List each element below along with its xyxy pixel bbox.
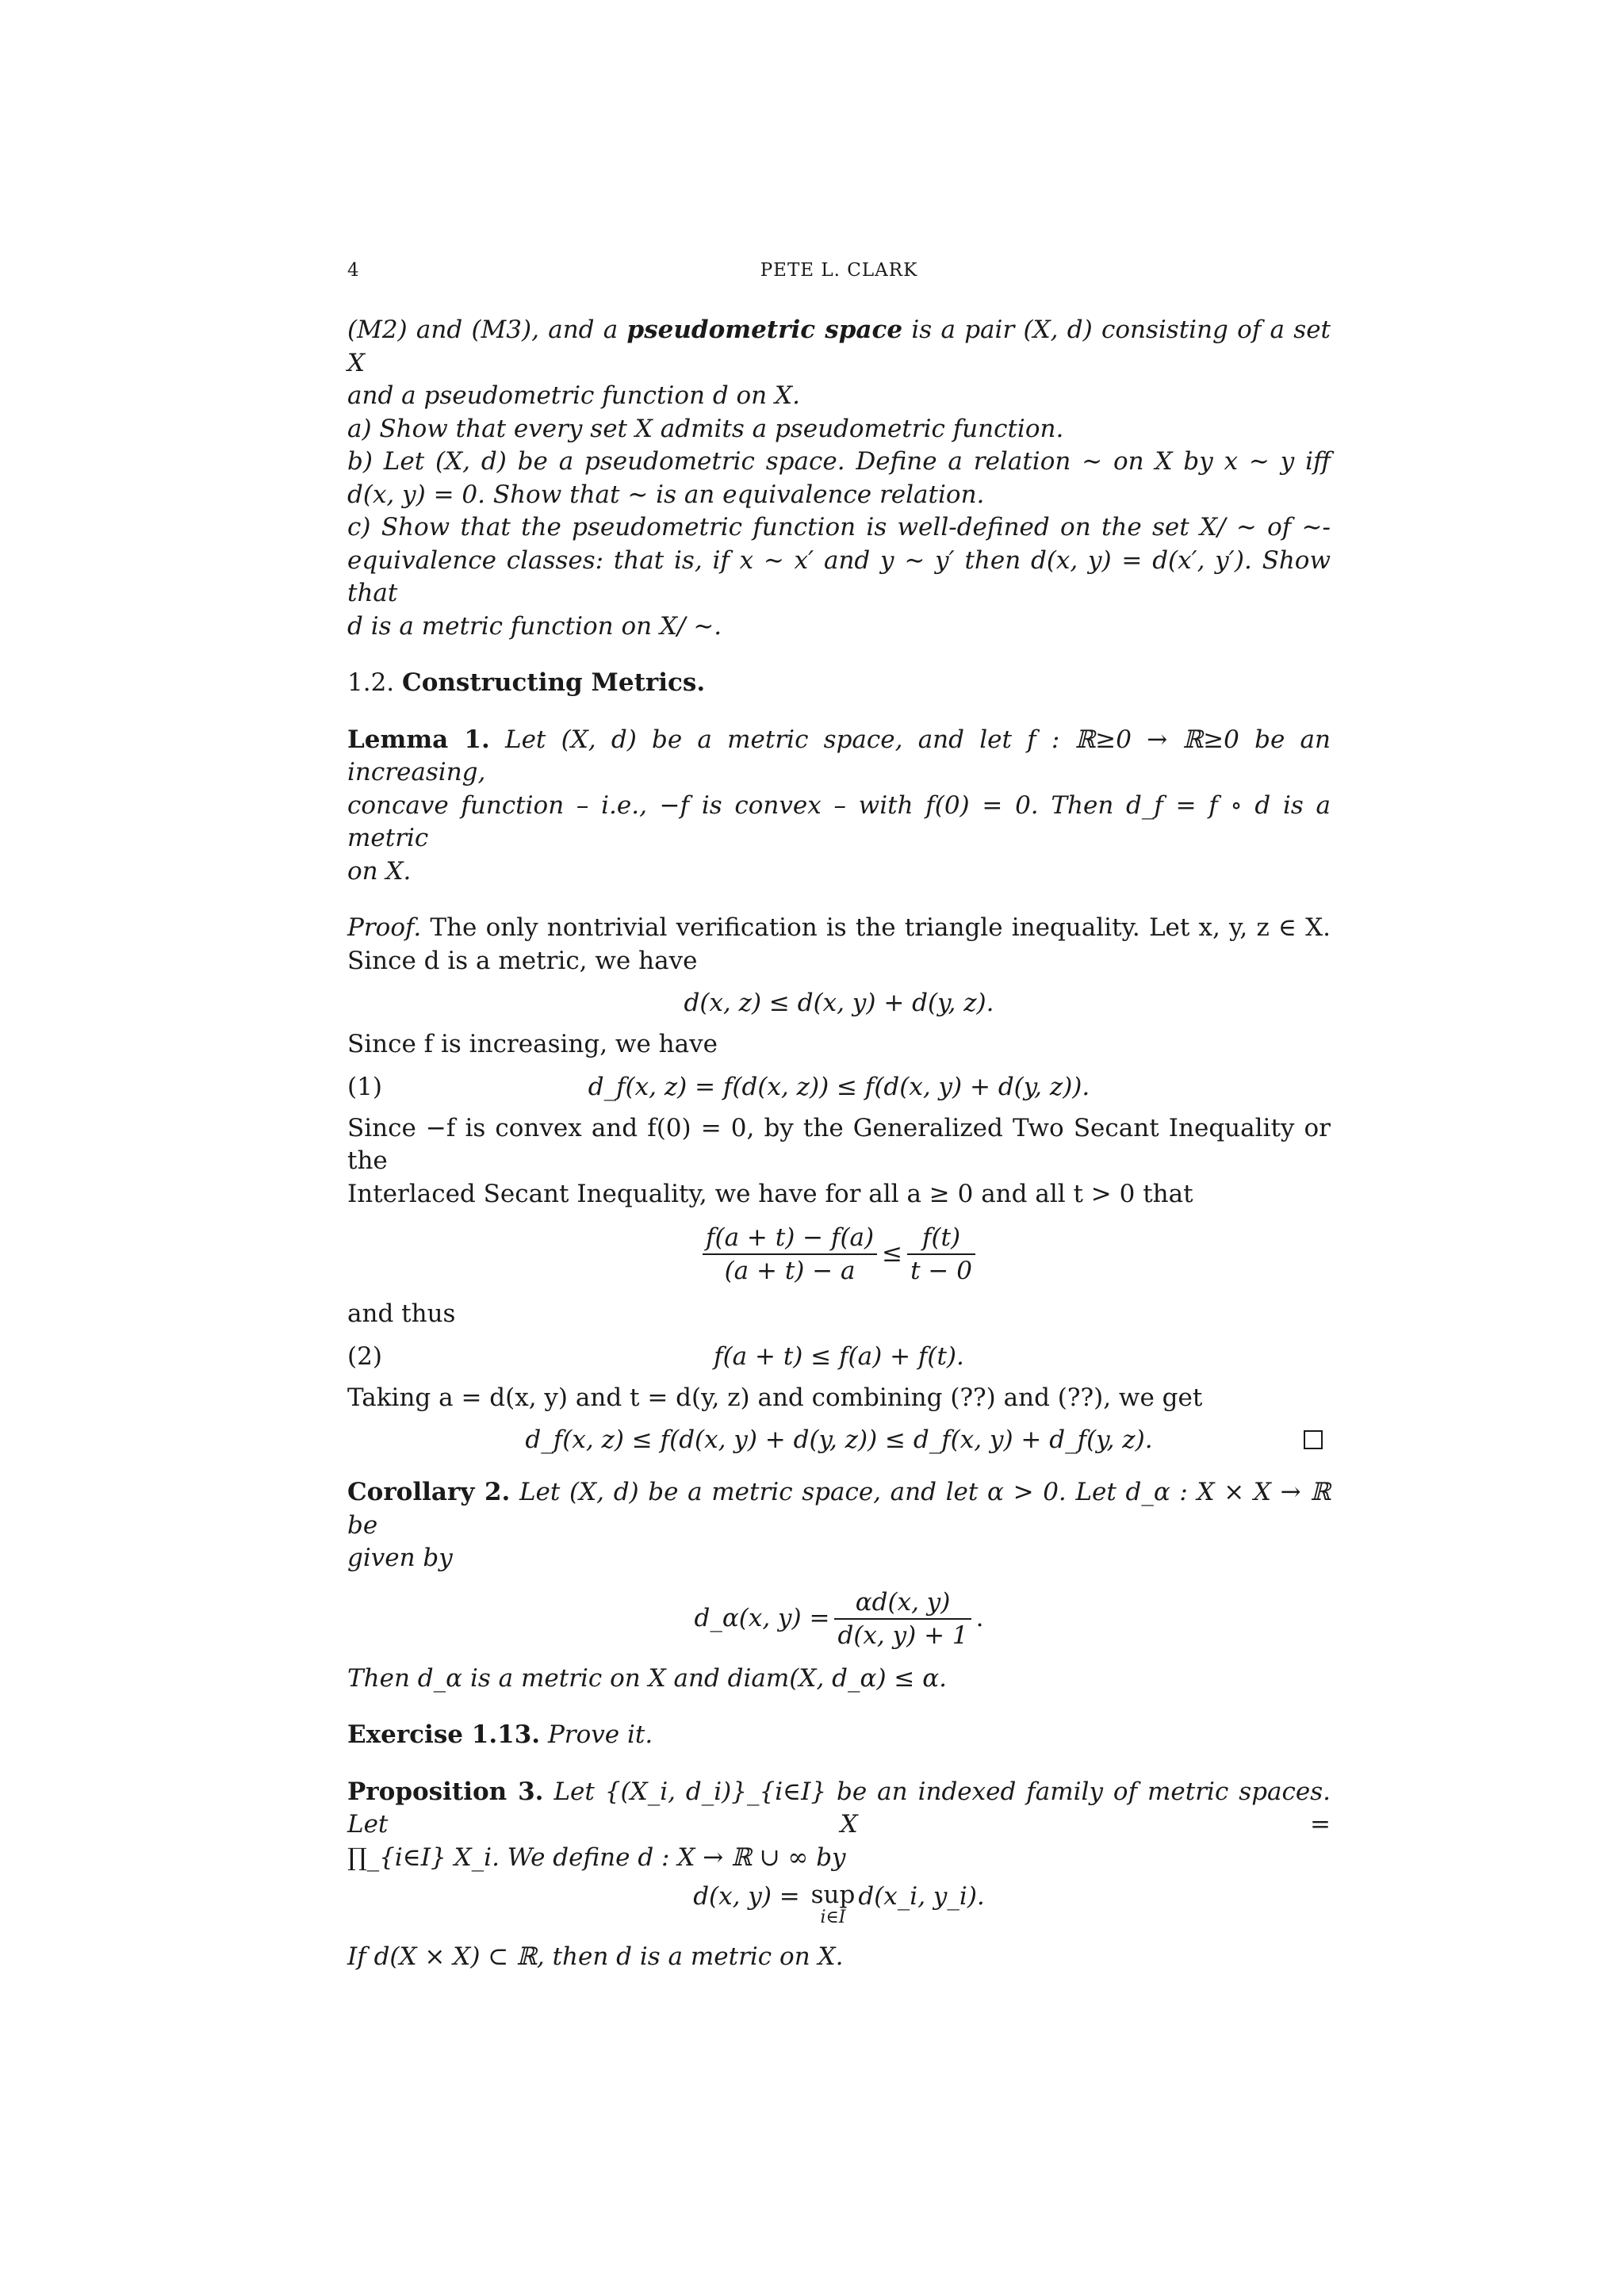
proof-line: Proof. The only nontrivial verification is the triangle inequality. Let x, y, z ∈ X. [347,913,1331,942]
exercise-text: Prove it. [547,1720,653,1749]
section-number: 1.2. [347,668,395,697]
corollary-line: given by [347,1544,453,1572]
corollary-label: Corollary 2. [347,1478,511,1506]
lemma-line: Lemma 1. Let (X, d) be a metric space, and let f : ℝ≥0 → ℝ≥0 be an increasing, [347,725,1331,786]
proposition-line: Proposition 3. Let {(X_i, d_i)}_{i∈I} be an indexed family of metric spaces. Let X = [347,1777,1331,1839]
lemma-line: on X. [347,856,412,886]
section-heading [347,667,1331,700]
fraction: $\frac{\alpha d(x, y)}{d(x, y) + 1}$ [834,1586,971,1651]
corollary-line: Then d_α is a metric on X and diam(X, d_α) ≤ α. [347,1663,948,1693]
proof-line: Since d is a metric, we have [347,946,698,975]
equation-1: (1) d_f(x, z) = f(d(x, z)) ≤ f(d(x, y) + d(y, z)). [347,1062,1331,1112]
proof-line: Since −f is convex and f(0) = 0, by the Generalized Two Secant Inequality or the [347,1113,1331,1175]
equation-2: (2) f(a + t) ≤ f(a) + f(t). [347,1331,1331,1382]
exercise-part-b: b) Let (X, d) be a pseudometric space. Define a relation ∼ on X by x ∼ y iff [347,447,1331,476]
proof-line: Interlaced Secant Inequality, we have for all a ≥ 0 and all t > 0 that [347,1179,1193,1208]
exercise-line: d is a metric function on X/ ∼. [347,611,722,641]
exercise-line: (M2) and (M3), and a pseudometric space is a pair (X, d) consisting of a set X [347,316,1331,377]
exercise-part-c: c) Show that the pseudometric function is well-defined on the set X/ ∼ of ∼- [347,513,1331,541]
equation-d-alpha: d_α(x, y) = $\frac{\alpha d(x, y)}{d(x, y) + 1}$ . [694,1587,984,1650]
equation-sup: d(x, y) = sup i∈I d(x_i, y_i). [693,1881,985,1927]
qed-icon [1304,1430,1323,1449]
section-title: Constructing Metrics. [402,668,706,697]
lemma-line: concave function – i.e., −f is convex – with f(0) = 0. Then d_f = f ∘ d is a metric [347,790,1331,852]
proof-label: Proof. [347,913,422,942]
equation-secant: $\frac{f(a + t) - f(a)}{(a + t) - a}$ ≤ $\frac{f(t)}{t - 0}$ [347,1211,1331,1298]
page-number: 4 [347,260,360,281]
proposition-line: If d(X × X) ⊂ ℝ, then d is a metric on X. [347,1942,844,1971]
exercise-line: and a pseudometric function d on X. [347,381,800,410]
equation-triangle: d(x, z) ≤ d(x, y) + d(y, z). [684,989,994,1017]
proposition-line: ∏_{i∈I} X_i. We define d : X → ℝ ∪ ∞ by [347,1843,846,1872]
equation-number: (1) [347,1072,382,1101]
proposition-label: Proposition 3. [347,1777,544,1806]
exercise-continuation [347,314,1331,643]
page-body [347,314,1331,1974]
fraction: $\frac{f(a + t) - f(a)}{(a + t) - a}$ [703,1222,877,1287]
proof-line: and thus [347,1299,456,1328]
proof-line: Taking a = d(x, y) and t = d(y, z) and combining (??) and (??), we get [347,1383,1203,1412]
fraction: $\frac{f(t)}{t - 0}$ [907,1222,975,1287]
exercise-block [347,1719,1331,1752]
exercise-label: Exercise 1.13. [347,1720,541,1749]
exercise-line: equivalence classes: that is, if x ∼ x′ and y ∼ y′ then d(x, y) = d(x′, y′). Show that [347,545,1331,607]
running-head: PETE L. CLARK [760,260,918,281]
proof-line: Since f is increasing, we have [347,1030,718,1058]
corollary-line: Corollary 2. Let (X, d) be a metric space, and let α > 0. Let d_α : X × X → ℝ be [347,1478,1331,1540]
proof-block [347,912,1331,1465]
lemma-label: Lemma 1. [347,725,490,754]
equation-number: (2) [347,1341,382,1371]
equation-final: d_f(x, z) ≤ f(d(x, y) + d(y, z)) ≤ d_f(x, y) + d_f(y, z). [347,1414,1331,1465]
proposition-block [347,1776,1331,1974]
lemma-block [347,724,1331,889]
sup-operator: sup i∈I [810,1881,856,1927]
corollary-block [347,1476,1331,1695]
page-header [347,260,1331,292]
exercise-line: d(x, y) = 0. Show that ∼ is an equivalence relation. [347,480,985,509]
defined-term: pseudometric space [626,316,903,344]
exercise-part-a: a) Show that every set X admits a pseudometric function. [347,414,1064,443]
